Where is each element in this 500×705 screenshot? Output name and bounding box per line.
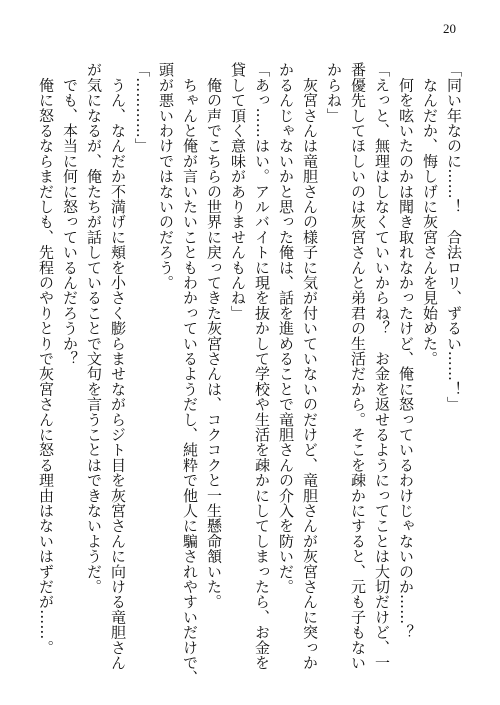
text-line: 「えっと、無理はしなくていいからね？ お金を返せるようにってことは大切だけど、一: [373, 62, 391, 670]
page-number: 20: [443, 21, 456, 36]
text-line: 「あっ……はい。アルバイトに現を抜かして学校や生活を疎かにしてしまったら、お金を: [253, 62, 271, 670]
text-line: 何を呟いたのかは聞き取れなかったけど、俺に怒っているわけじゃないのか……？: [397, 62, 415, 640]
text-line: でも、本当に何に怒っているんだろうか？: [61, 62, 79, 366]
text-line: 頭が悪いわけではないのだろう。: [157, 62, 175, 290]
text-line: ちゃんと俺が言いたいこともわかっているようだし、純粋で他人に騙されやすいだけで、: [181, 62, 199, 686]
text-line: 灰宮さんは竜胆さんの様子に気が付いていないのだけど、竜胆さんが灰宮さんに突っか: [301, 62, 319, 670]
text-line: 俺の声でこちらの世界に戻ってきた灰宮さんは、コクコクと一生懸命頷いた。: [205, 62, 223, 610]
text-line: かるんじゃないかと思った俺は、話を進めることで竜胆さんの介入を防いだ。: [277, 62, 295, 594]
text-line: 俺に怒るならまだしも、先程のやりとりで灰宮さんに怒る理由はないはずだが……。: [37, 62, 55, 655]
text-line: うん、なんだか不満げに頬を小さく膨らませながらジト目を灰宮さんに向ける竜胆さん: [109, 62, 127, 670]
novel-body-text: [37, 62, 463, 686]
text-line: 貸して頂く意味がありませんもんね」: [229, 62, 247, 321]
text-line: 「同い年なのに……！ 合法ロリ、ずるい……！」: [445, 62, 463, 412]
text-line: が気になるが、俺たちが話していることで文句を言うことはできないようだ。: [85, 62, 103, 594]
text-line: 「…………」: [133, 62, 151, 154]
text-line: 番優先してほしいのは灰宮さんと弟君の生活だから。そこを疎かにすると、元も子もない: [349, 62, 367, 670]
text-line: からね」: [325, 62, 343, 123]
text-line: なんだか、悔しげに灰宮さんを見始めた。: [421, 62, 439, 366]
